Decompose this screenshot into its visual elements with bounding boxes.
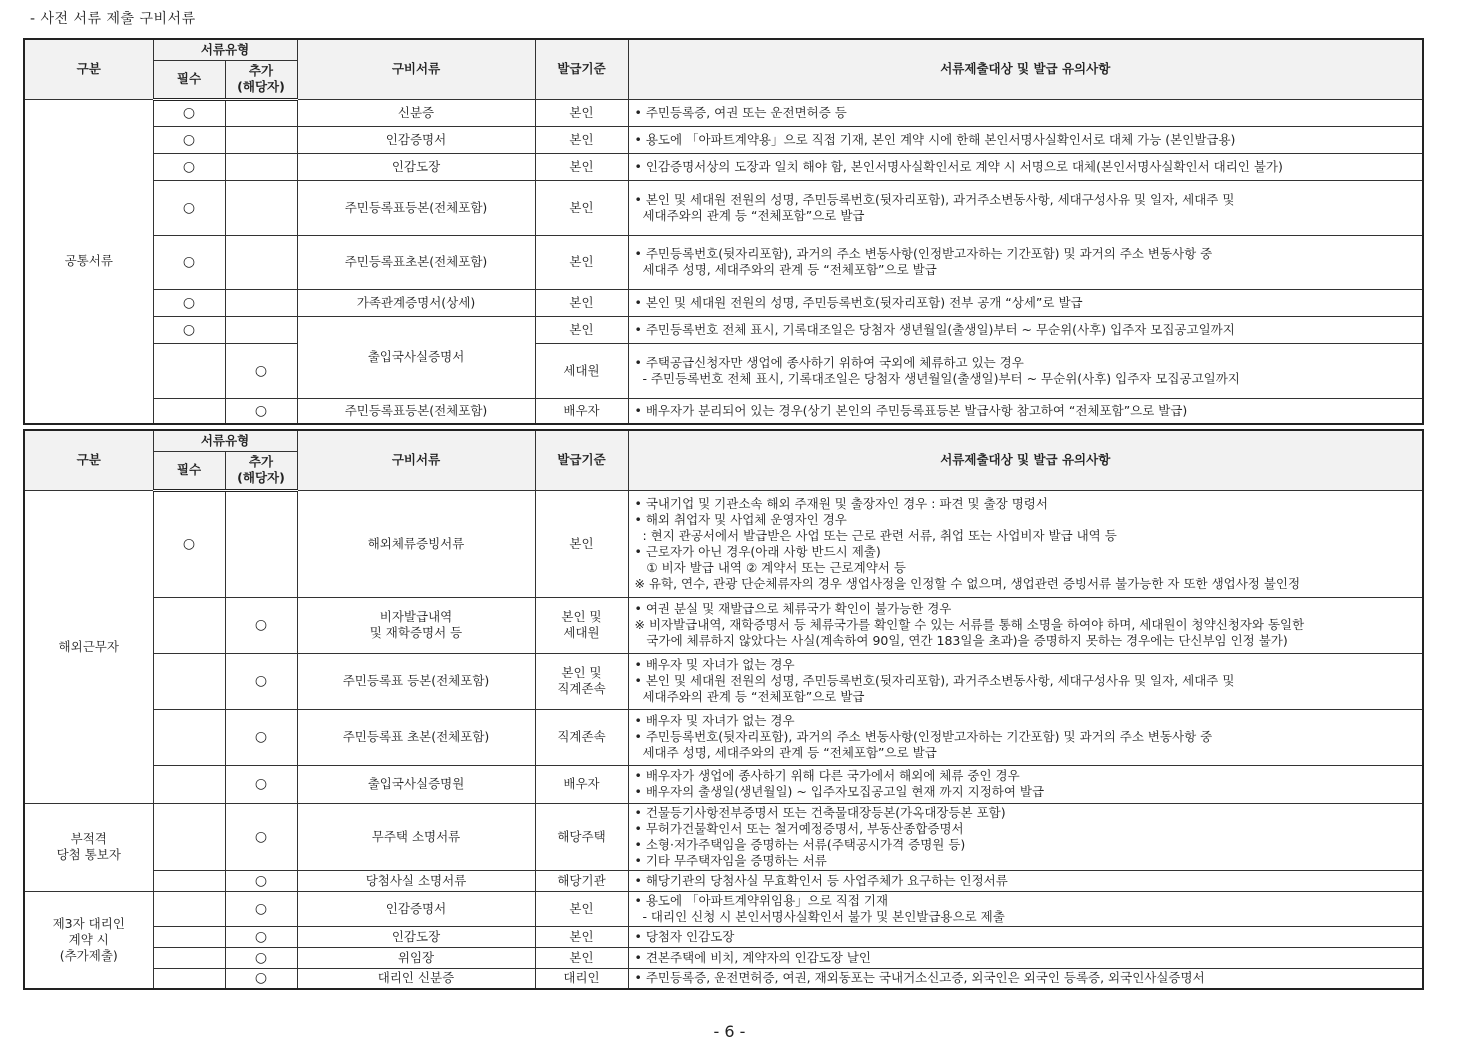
table-row	[24, 99, 1423, 126]
issue-basis: 본인	[535, 235, 628, 289]
issue-basis: 본인	[535, 490, 628, 597]
note-line: • 주택공급신청자만 생업에 종사하기 위하여 국외에 체류하고 있는 경우	[634, 354, 1024, 370]
section-title: - 사전 서류 제출 구비서류	[30, 11, 196, 27]
notes-cell	[628, 891, 1423, 926]
document-name: 주민등록표등본(전체포함)	[297, 398, 535, 424]
issue-basis: 본인	[535, 99, 628, 126]
header-required: 필수	[153, 60, 225, 99]
document-name: 해외체류증빙서류	[297, 490, 535, 597]
note-line: • 무허가건물확인서 또는 철거예정증명서, 부동산종합증명서	[634, 820, 964, 836]
required-mark: ○	[153, 316, 225, 343]
issue-basis: 배우자	[535, 398, 628, 424]
table-row	[24, 891, 1423, 926]
note-line: • 용도에 「아파트계약위임용」으로 직접 기재	[634, 892, 889, 908]
notes-cell	[628, 597, 1423, 653]
category-cell: 공통서류	[24, 99, 153, 424]
issue-basis: 해당주택	[535, 803, 628, 870]
issue-basis: 직계존속	[535, 709, 628, 765]
document-name: 인감도장	[297, 153, 535, 180]
table-row	[24, 235, 1423, 289]
document-name: 가족관계증명서(상세)	[297, 289, 535, 316]
issue-basis: 본인	[535, 180, 628, 235]
notes-cell	[628, 343, 1423, 398]
note-line: • 주민등록번호 전체 표시, 기록대조일은 당첨자 생년월일(출생일)부터 ~ 무순위(사후) 입주자 모집공고일까지	[634, 321, 1235, 337]
table-row	[24, 653, 1423, 709]
notes-cell	[628, 947, 1423, 968]
note-line: • 국내기업 및 기관소속 해외 주재원 및 출장자인 경우 : 파견 및 출장 명령서	[634, 495, 1048, 511]
note-line: • 인감증명서상의 도장과 일치 해야 함, 본인서명사실확인서로 계약 시 서명으로 대체(본인서명사실확인서 대리인 불가)	[634, 158, 1283, 174]
table-row	[24, 870, 1423, 891]
required-mark: ○	[153, 153, 225, 180]
issue-basis: 본인	[535, 153, 628, 180]
document-name: 인감증명서	[297, 126, 535, 153]
issue-basis: 본인	[535, 947, 628, 968]
table-row	[24, 289, 1423, 316]
table-row	[24, 490, 1423, 597]
required-mark	[153, 870, 225, 891]
note-line: • 배우자가 분리되어 있는 경우(상기 본인의 주민등록표등본 발급사항 참고하여 “전체포함”으로 발급)	[634, 402, 1188, 418]
table-row	[24, 398, 1423, 424]
table-row	[24, 803, 1423, 870]
required-mark	[153, 765, 225, 803]
additional-mark	[225, 180, 297, 235]
header-notes: 서류제출대상 및 발급 유의사항	[628, 39, 1423, 99]
notes-cell	[628, 870, 1423, 891]
note-line: • 용도에 「아파트계약용」으로 직접 기재, 본인 계약 시에 한해 본인서명사실확인서로 대체 가능 (본인발급용)	[634, 131, 1236, 147]
additional-mark: ○	[225, 653, 297, 709]
issue-basis: 본인	[535, 891, 628, 926]
required-mark	[153, 343, 225, 398]
document-name: 주민등록표등본(전체포함)	[297, 180, 535, 235]
note-line: • 주민등록번호(뒷자리포함), 과거의 주소 변동사항(인정받고자하는 기간포함) 및 과거의 주소 변동사항 중	[634, 246, 1213, 261]
additional-mark: ○	[225, 398, 297, 424]
issue-basis: 세대원	[535, 343, 628, 398]
note-line: - 대리인 신청 시 본인서명사실확인서 불가 및 본인발급용으로 제출	[634, 908, 1005, 924]
category-cell: 제3자 대리인 계약 시 (추가제출)	[24, 891, 153, 989]
header-documents: 구비서류	[297, 430, 535, 490]
required-mark	[153, 803, 225, 870]
note-line: - 주민등록번호 전체 표시, 기록대조일은 당첨자 생년월일(출생일)부터 ~ 무순위(사후) 입주자 모집공고일까지	[634, 370, 1240, 386]
required-mark	[153, 597, 225, 653]
note-line: 세대주와의 관계 등 “전체포함”으로 발급	[634, 207, 865, 223]
document-name: 주민등록표 초본(전체포함)	[297, 709, 535, 765]
header-notes: 서류제출대상 및 발급 유의사항	[628, 430, 1423, 490]
table-row	[24, 126, 1423, 153]
table-row	[24, 316, 1423, 343]
document-name: 출입국사실증명서	[297, 316, 535, 398]
note-line: • 소형·저가주택임을 증명하는 서류(주택공시가격 증명원 등)	[634, 836, 966, 852]
document-name: 주민등록표 등본(전체포함)	[297, 653, 535, 709]
header-gubun: 구분	[24, 430, 153, 490]
issue-basis: 본인	[535, 126, 628, 153]
category-cell: 부적격 당첨 통보자	[24, 803, 153, 891]
category-cell: 해외근무자	[24, 490, 153, 803]
header-basis: 발급기준	[535, 430, 628, 490]
note-line: • 근로자가 아닌 경우(아래 사항 반드시 제출)	[634, 543, 881, 559]
document-name: 인감증명서	[297, 891, 535, 926]
required-mark	[153, 709, 225, 765]
notes-cell	[628, 803, 1423, 870]
header-required: 필수	[153, 451, 225, 490]
required-mark: ○	[153, 490, 225, 597]
note-line: • 주민등록증, 여권 또는 운전면허증 등	[634, 104, 847, 120]
additional-mark: ○	[225, 926, 297, 947]
required-mark	[153, 398, 225, 424]
document-name: 주민등록표초본(전체포함)	[297, 235, 535, 289]
document-name: 위임장	[297, 947, 535, 968]
note-line: • 해당기관의 당첨사실 무효확인서 등 사업주체가 요구하는 인정서류	[634, 872, 1008, 888]
table-row	[24, 709, 1423, 765]
required-mark: ○	[153, 235, 225, 289]
document-name: 비자발급내역 및 재학증명서 등	[297, 597, 535, 653]
issue-basis: 배우자	[535, 765, 628, 803]
note-line: : 현지 관공서에서 발급받은 사업 또는 근로 관련 서류, 취업 또는 사업비자 발급 내역 등	[634, 527, 1117, 543]
notes-cell	[628, 99, 1423, 126]
additional-mark: ○	[225, 891, 297, 926]
notes-cell	[628, 180, 1423, 235]
note-line: • 주민등록번호(뒷자리포함), 과거의 주소 변동사항(인정받고자하는 기간포함) 및 과거의 주소 변동사항 중	[634, 729, 1213, 744]
notes-cell	[628, 926, 1423, 947]
additional-mark: ○	[225, 343, 297, 398]
additional-mark	[225, 289, 297, 316]
additional-mark	[225, 316, 297, 343]
notes-cell	[628, 289, 1423, 316]
document-name: 대리인 신분증	[297, 968, 535, 989]
additional-mark: ○	[225, 765, 297, 803]
document-name: 당첨사실 소명서류	[297, 870, 535, 891]
notes-cell	[628, 153, 1423, 180]
notes-cell	[628, 653, 1423, 709]
note-line: • 배우자 및 자녀가 없는 경우	[634, 713, 795, 728]
additional-mark: ○	[225, 870, 297, 891]
additional-mark	[225, 235, 297, 289]
required-mark: ○	[153, 289, 225, 316]
additional-mark	[225, 490, 297, 597]
notes-cell	[628, 126, 1423, 153]
required-mark	[153, 968, 225, 989]
header-type: 서류유형	[153, 39, 297, 60]
note-line: • 해외 취업자 및 사업체 운영자인 경우	[634, 511, 847, 527]
notes-cell	[628, 235, 1423, 289]
document-name: 출입국사실증명원	[297, 765, 535, 803]
notes-cell	[628, 765, 1423, 803]
note-line: • 견본주택에 비치, 계약자의 인감도장 날인	[634, 949, 871, 965]
document-name: 무주택 소명서류	[297, 803, 535, 870]
note-line: • 본인 및 세대원 전원의 성명, 주민등록번호(뒷자리포함), 과거주소변동사항, 세대구성사유 및 일자, 세대주 및	[634, 673, 1235, 688]
required-mark	[153, 891, 225, 926]
issue-basis: 대리인	[535, 968, 628, 989]
table-row	[24, 765, 1423, 803]
additional-mark: ○	[225, 803, 297, 870]
note-line: ※ 유학, 연수, 관광 단순체류자의 경우 생업사정을 인정할 수 없으며, 생업관련 증빙서류 불가능한 자 또한 생업사정 불인정	[634, 575, 1301, 591]
documents-table-special	[23, 429, 1424, 990]
header-documents: 구비서류	[297, 39, 535, 99]
note-line: • 배우자 및 자녀가 없는 경우	[634, 657, 795, 672]
note-line: • 본인 및 세대원 전원의 성명, 주민등록번호(뒷자리포함) 전부 공개 “상세”로 발급	[634, 294, 1083, 310]
note-line: ※ 비자발급내역, 재학증명서 등 체류국가를 확인할 수 있는 서류를 통해 소명을 하여야 하며, 세대원이 청약신청자와 동일한	[634, 617, 1305, 632]
issue-basis: 본인	[535, 926, 628, 947]
note-line: • 본인 및 세대원 전원의 성명, 주민등록번호(뒷자리포함), 과거주소변동사항, 세대구성사유 및 일자, 세대주 및	[634, 191, 1235, 207]
document-name: 인감도장	[297, 926, 535, 947]
note-line: • 당첨자 인감도장	[634, 928, 735, 944]
additional-mark: ○	[225, 709, 297, 765]
document-name: 신분증	[297, 99, 535, 126]
issue-basis: 본인	[535, 316, 628, 343]
additional-mark	[225, 153, 297, 180]
note-line: • 배우자의 출생일(생년월일) ~ 입주자모집공고일 현재 까지 지정하여 발급	[634, 784, 1045, 799]
additional-mark: ○	[225, 947, 297, 968]
required-mark	[153, 653, 225, 709]
required-mark: ○	[153, 99, 225, 126]
note-line: 세대주 성명, 세대주와의 관계 등 “전체포함”으로 발급	[634, 262, 937, 277]
required-mark: ○	[153, 180, 225, 235]
header-gubun: 구분	[24, 39, 153, 99]
issue-basis: 본인 및 세대원	[535, 597, 628, 653]
notes-cell	[628, 490, 1423, 597]
note-line: • 기타 무주택자임을 증명하는 서류	[634, 852, 827, 868]
note-line: 세대주와의 관계 등 “전체포함”으로 발급	[634, 689, 865, 704]
header-additional: 추가 (해당자)	[225, 60, 297, 99]
table-row	[24, 343, 1423, 398]
page-number: - 6 -	[713, 1022, 746, 1041]
note-line: ① 비자 발급 내역 ② 계약서 또는 근로계약서 등	[634, 559, 906, 575]
notes-cell	[628, 316, 1423, 343]
table-row	[24, 597, 1423, 653]
table-row	[24, 947, 1423, 968]
notes-cell	[628, 398, 1423, 424]
additional-mark	[225, 126, 297, 153]
note-line: • 배우자가 생업에 종사하기 위해 다른 국가에서 해외에 체류 중인 경우	[634, 768, 1020, 783]
issue-basis: 본인 및 직계존속	[535, 653, 628, 709]
documents-table-common	[23, 38, 1424, 425]
note-line: • 여권 분실 및 재발급으로 체류국가 확인이 불가능한 경우	[634, 601, 952, 616]
additional-mark: ○	[225, 597, 297, 653]
additional-mark	[225, 99, 297, 126]
table-row	[24, 180, 1423, 235]
required-mark	[153, 947, 225, 968]
required-mark: ○	[153, 126, 225, 153]
notes-cell	[628, 709, 1423, 765]
issue-basis: 본인	[535, 289, 628, 316]
note-line: • 주민등록증, 운전면허증, 여권, 재외동포는 국내거소신고증, 외국인은 외국인 등록증, 외국인사실증명서	[634, 970, 1205, 986]
table-row	[24, 968, 1423, 989]
table-row	[24, 153, 1423, 180]
table-row	[24, 926, 1423, 947]
issue-basis: 해당기관	[535, 870, 628, 891]
note-line: 세대주 성명, 세대주와의 관계 등 “전체포함”으로 발급	[634, 745, 937, 760]
required-mark	[153, 926, 225, 947]
header-type: 서류유형	[153, 430, 297, 451]
header-additional: 추가 (해당자)	[225, 451, 297, 490]
header-basis: 발급기준	[535, 39, 628, 99]
additional-mark: ○	[225, 968, 297, 989]
note-line: 국가에 체류하지 않았다는 사실(계속하여 90일, 연간 183일을 초과)을 증명하지 못하는 경우에는 단신부임 인정 불가)	[634, 633, 1288, 648]
notes-cell	[628, 968, 1423, 989]
note-line: • 건물등기사항전부증명서 또는 건축물대장등본(가옥대장등본 포함)	[634, 804, 1006, 820]
